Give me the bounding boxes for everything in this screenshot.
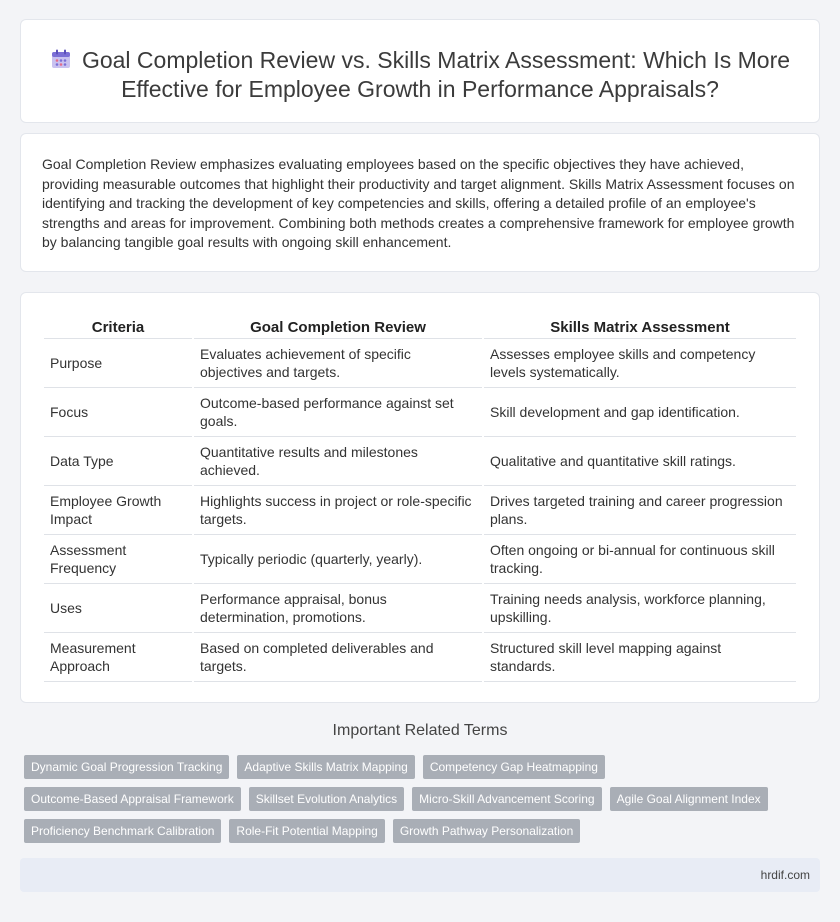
row-criteria: Uses	[44, 584, 192, 633]
row-criteria: Purpose	[44, 339, 192, 388]
header-skills-matrix: Skills Matrix Assessment	[484, 313, 796, 339]
row-goal-value: Based on completed deliverables and targets.	[194, 633, 482, 682]
related-term-tag[interactable]: Agile Goal Alignment Index	[610, 787, 768, 811]
row-criteria: Measurement Approach	[44, 633, 192, 682]
header-goal-completion: Goal Completion Review	[194, 313, 482, 339]
table-row	[44, 633, 796, 682]
table-row	[44, 339, 796, 388]
related-term-tag[interactable]: Adaptive Skills Matrix Mapping	[237, 755, 414, 779]
related-term-tag[interactable]: Role-Fit Potential Mapping	[229, 819, 384, 843]
related-term-tag[interactable]: Competency Gap Heatmapping	[423, 755, 605, 779]
table-row	[44, 388, 796, 437]
row-criteria: Focus	[44, 388, 192, 437]
title-card	[20, 19, 820, 123]
table-row	[44, 584, 796, 633]
table-row	[44, 486, 796, 535]
table-header-row	[44, 313, 796, 339]
calendar-icon	[50, 48, 72, 70]
related-term-tag[interactable]: Growth Pathway Personalization	[393, 819, 580, 843]
page-title-text: Goal Completion Review vs. Skills Matrix Assessment: Which Is More Effective for Employee Growth in Performance Appraisals?	[81, 47, 791, 102]
comparison-table	[42, 313, 798, 682]
row-criteria: Data Type	[44, 437, 192, 486]
row-skills-value: Structured skill level mapping against standards.	[484, 633, 796, 682]
row-goal-value: Evaluates achievement of specific objectives and targets.	[194, 339, 482, 388]
related-terms-heading: Important Related Terms	[332, 722, 508, 739]
related-term-tag[interactable]: Outcome-Based Appraisal Framework	[24, 787, 241, 811]
row-skills-value: Drives targeted training and career progression plans.	[484, 486, 796, 535]
row-skills-value: Qualitative and quantitative skill ratings.	[484, 437, 796, 486]
row-skills-value: Skill development and gap identification.	[484, 388, 796, 437]
related-term-tag[interactable]: Dynamic Goal Progression Tracking	[24, 755, 229, 779]
footer-site-link[interactable]: hrdif.com	[760, 868, 810, 882]
header-criteria: Criteria	[44, 313, 192, 339]
row-skills-value: Training needs analysis, workforce planning, upskilling.	[484, 584, 796, 633]
row-goal-value: Performance appraisal, bonus determination, promotions.	[194, 584, 482, 633]
row-goal-value: Outcome-based performance against set goals.	[194, 388, 482, 437]
related-term-tag[interactable]: Skillset Evolution Analytics	[249, 787, 404, 811]
row-goal-value: Quantitative results and milestones achieved.	[194, 437, 482, 486]
row-skills-value: Assesses employee skills and competency levels systematically.	[484, 339, 796, 388]
row-goal-value: Typically periodic (quarterly, yearly).	[194, 535, 482, 584]
related-term-tag[interactable]: Proficiency Benchmark Calibration	[24, 819, 221, 843]
table-row	[44, 437, 796, 486]
footer	[20, 858, 820, 892]
page-title	[41, 46, 799, 104]
intro-card	[20, 133, 820, 272]
related-terms-list	[24, 755, 816, 843]
comparison-card	[20, 292, 820, 703]
row-skills-value: Often ongoing or bi-annual for continuous skill tracking.	[484, 535, 796, 584]
related-term-tag[interactable]: Micro-Skill Advancement Scoring	[412, 787, 601, 811]
intro-paragraph: Goal Completion Review emphasizes evaluating employees based on the specific objectives they have achieved, providing measurable outcomes that highlight their productivity and target alignment. Skills Matrix Assessment focuses on identifying and tracking the development of key competencies and skills, offering a detailed profile of an employee's strengths and areas for improvement. Combining both methods creates a comprehensive framework for employee growth by balancing tangible goal results with ongoing skill enhancement.	[42, 156, 795, 250]
row-criteria: Assessment Frequency	[44, 535, 192, 584]
table-row	[44, 535, 796, 584]
row-goal-value: Highlights success in project or role-specific targets.	[194, 486, 482, 535]
row-criteria: Employee Growth Impact	[44, 486, 192, 535]
